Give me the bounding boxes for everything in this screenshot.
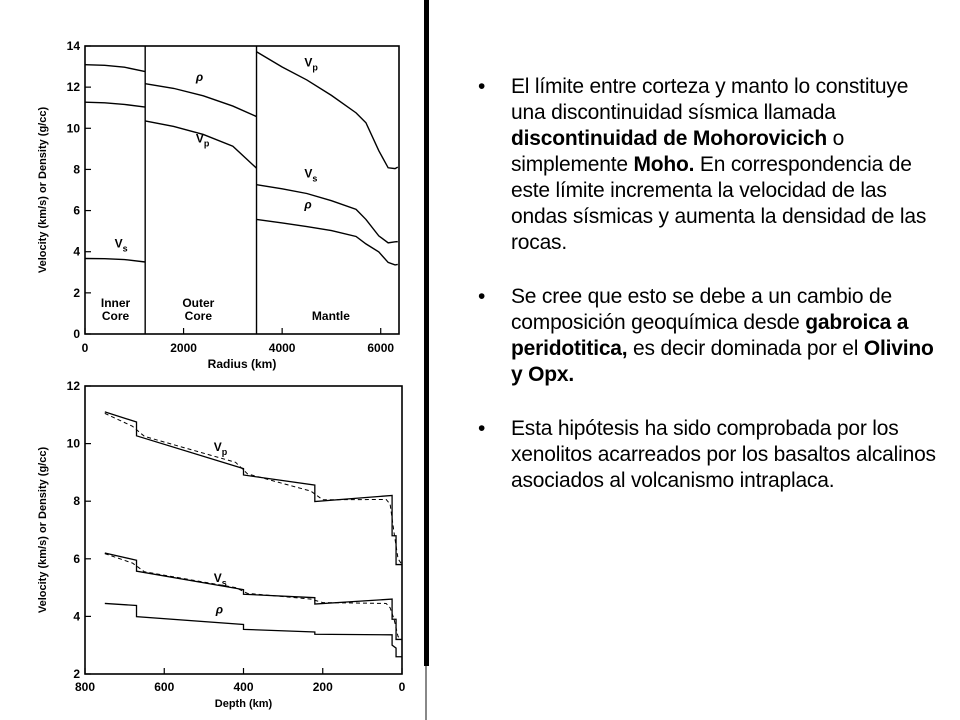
series-line <box>257 52 398 169</box>
series-label: $V_p$ <box>213 439 228 457</box>
x-tick-label: 800 <box>74 680 96 694</box>
series-label: $V_s$ <box>304 166 318 184</box>
text-run: El límite entre corteza y manto lo constituye una discontinuidad sísmica llamada <box>511 75 909 124</box>
x-tick-label: 0 <box>81 341 89 355</box>
y-tick-label: 14 <box>66 39 80 53</box>
bullet-text-moho <box>511 75 926 254</box>
series-label: $V_p$ <box>304 55 318 73</box>
text-run: Esta hipótesis ha sido comprobada por los xenolitos acarreados por los basaltos alcalinos asociados al volcanismo intraplaca. <box>511 417 936 492</box>
depth-profile-chart <box>30 372 410 710</box>
bold-run: discontinuidad de Mohorovicich <box>511 127 828 150</box>
bullet-dot: • <box>478 285 486 308</box>
x-tick-label: 400 <box>233 680 254 694</box>
y-tick-label: 10 <box>66 436 80 451</box>
y-tick-label: 8 <box>73 494 80 509</box>
text-run: Se cree que esto se debe a un cambio de composición geoquímica desde <box>511 285 892 334</box>
x-tick-label: 600 <box>154 680 175 694</box>
bullet-list <box>478 74 938 494</box>
series-label: ρ <box>215 602 224 617</box>
x-tick-label: 4000 <box>268 341 296 355</box>
vertical-divider-tail <box>425 666 427 720</box>
series-label: $V_p$ <box>195 131 210 149</box>
bullet-text-xenoliths <box>511 417 936 492</box>
y-tick-label: 4 <box>73 609 80 624</box>
text-run: En correspondencia de este límite incrementa la velocidad de las ondas sísmicas y aumenta la densidad de las rocas. <box>511 153 927 254</box>
y-tick-label: 4 <box>73 244 80 259</box>
y-tick-label: 2 <box>73 285 80 300</box>
series-line <box>85 102 145 107</box>
series-line <box>257 185 398 243</box>
series-line <box>257 219 398 264</box>
radius-profile-chart <box>30 30 410 370</box>
series-line-dashed <box>105 554 402 640</box>
region-label: Core <box>184 309 213 323</box>
series-label: ρ <box>195 69 204 84</box>
y-axis-label: Velocity (km/s) or Density (g/cc) <box>37 106 49 274</box>
y-tick-label: 12 <box>66 379 80 393</box>
series-label: ρ <box>304 197 312 212</box>
text-run: o simplemente <box>511 127 845 176</box>
bold-run: Moho. <box>633 153 695 176</box>
y-axis-label: Velocity (km/s) or Density (g/cc) <box>37 446 49 614</box>
series-line-dashed <box>105 413 402 564</box>
y-tick-label: 2 <box>73 667 80 681</box>
y-tick-label: 12 <box>66 80 80 95</box>
series-line <box>105 553 402 639</box>
bullet-dot: • <box>478 75 486 98</box>
text-run: es decir dominada por el <box>627 337 864 360</box>
series-label: $V_s$ <box>114 236 128 254</box>
bullet-item <box>478 74 938 256</box>
vertical-divider <box>424 0 429 666</box>
y-tick-label: 6 <box>73 203 80 218</box>
series-label: $V_s$ <box>213 570 227 588</box>
y-tick-label: 6 <box>73 551 80 566</box>
x-tick-label: 6000 <box>367 341 395 355</box>
series-line <box>145 84 256 117</box>
bullet-item <box>478 416 938 494</box>
bold-run: Olivino y Opx. <box>511 337 934 386</box>
y-tick-label: 8 <box>73 162 80 177</box>
y-tick-label: 10 <box>66 121 80 136</box>
x-tick-label: 200 <box>312 680 333 694</box>
x-axis-label: Depth (km) <box>214 698 273 710</box>
plot-frame <box>85 46 399 334</box>
series-line <box>85 65 145 72</box>
series-line <box>105 412 402 565</box>
region-label: Outer <box>182 296 215 310</box>
plot-frame <box>85 386 402 674</box>
bold-run: gabroica a peridotitica, <box>511 311 909 360</box>
x-tick-label: 2000 <box>170 341 197 355</box>
series-line <box>85 259 145 262</box>
bullet-item <box>478 284 938 388</box>
y-tick-label: 0 <box>73 327 80 341</box>
region-label: Mantle <box>311 309 350 323</box>
bullet-dot: • <box>478 417 486 440</box>
x-axis-label: Radius (km) <box>207 357 277 371</box>
bullet-text-composition <box>511 285 934 386</box>
series-line <box>105 603 402 656</box>
region-label: Core <box>101 309 130 323</box>
x-tick-label: 0 <box>398 680 406 694</box>
region-label: Inner <box>100 296 131 310</box>
